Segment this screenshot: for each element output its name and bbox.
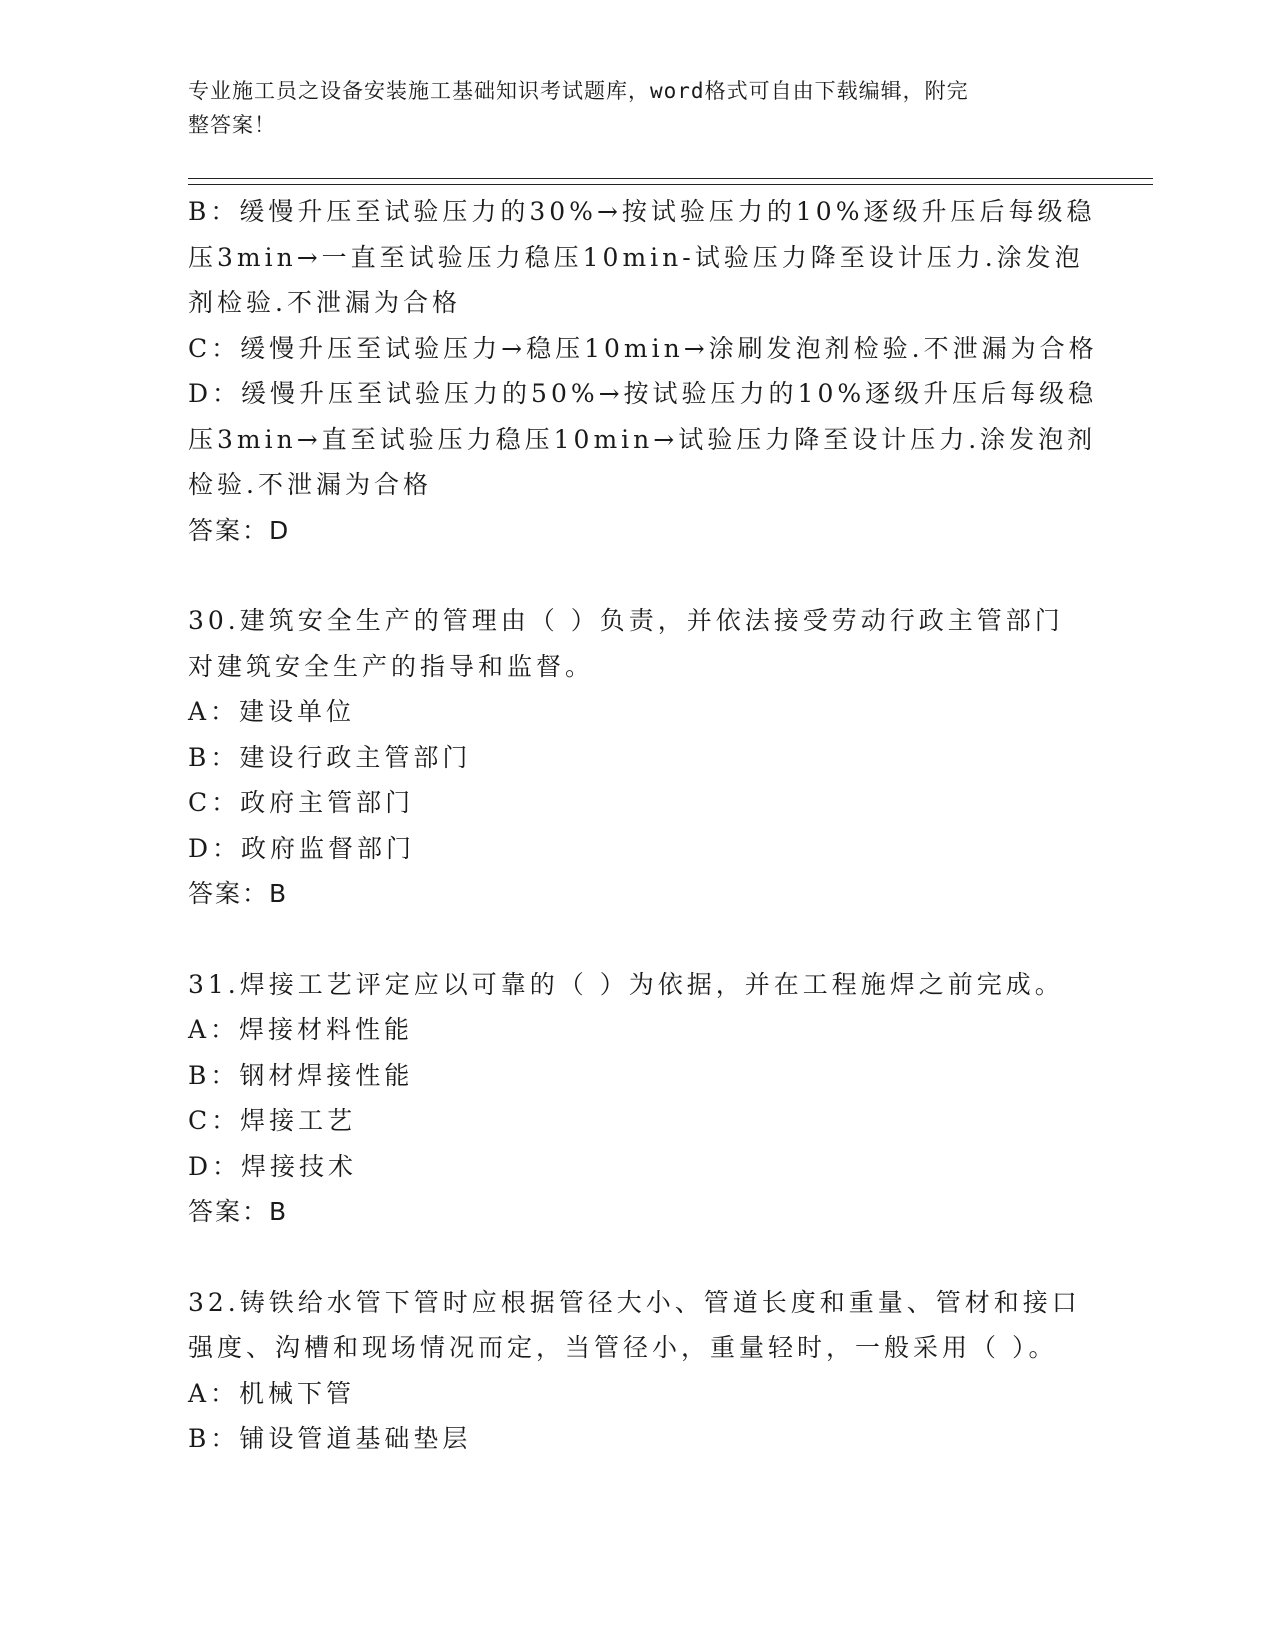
- option-b: B：钢材焊接性能: [188, 1060, 414, 1090]
- question-stem-line: 强度、沟槽和现场情况而定，当管径小，重量轻时，一般采用（ ）。: [188, 1333, 1058, 1362]
- option-d: D：焊接技术: [188, 1151, 358, 1181]
- option-b-line: 压3min→一直至试验压力稳压10min-试验压力降至设计压力.涂发泡: [188, 242, 1084, 272]
- option-c: C：政府主管部门: [188, 788, 415, 817]
- answer-line: 答案：D: [188, 515, 291, 545]
- question-stem-line: 31.焊接工艺评定应以可靠的（ ）为依据，并在工程施焊之前完成。: [188, 969, 1064, 999]
- option-b-line: B：缓慢升压至试验压力的30%→按试验压力的10%逐级升压后每级稳: [188, 197, 1096, 226]
- answer-line: 答案：B: [188, 879, 289, 908]
- option-d-line: 压3min→直至试验压力稳压10min→试验压力降至设计压力.涂发泡剂: [188, 424, 1097, 454]
- option-b: B：建设行政主管部门: [188, 742, 472, 772]
- header-line-1: 专业施工员之设备安装施工基础知识考试题库，word格式可自由下载编辑，附完: [188, 79, 969, 103]
- question-31: [188, 962, 1088, 1235]
- option-a: A：焊接材料性能: [188, 1015, 414, 1044]
- option-b-line: 剂检验.不泄漏为合格: [188, 288, 461, 317]
- option-b: B：铺设管道基础垫层: [188, 1424, 472, 1453]
- question-32: [188, 1280, 1088, 1462]
- option-a: A：机械下管: [188, 1378, 356, 1408]
- option-c-line: C：缓慢升压至试验压力→稳压10min→涂刷发泡剂检验.不泄漏为合格: [188, 333, 1098, 363]
- option-d: D：政府监督部门: [188, 833, 416, 863]
- option-a: A：建设单位: [188, 697, 356, 726]
- document-body: [188, 189, 1098, 1462]
- option-c: C：焊接工艺: [188, 1106, 357, 1135]
- answer-line: 答案：B: [188, 1197, 289, 1226]
- document-header: [188, 74, 1068, 142]
- header-line-2: 整答案！: [188, 113, 276, 137]
- question-stem-line: 对建筑安全生产的指导和监督。: [188, 651, 595, 681]
- option-d-line: D：缓慢升压至试验压力的50%→按试验压力的10%逐级升压后每级稳: [188, 379, 1098, 408]
- header-divider: [188, 178, 1153, 185]
- question-stem-line: 30.建筑安全生产的管理由（ ）负责，并依法接受劳动行政主管部门: [188, 606, 1064, 635]
- question-stem-line: 32.铸铁给水管下管时应根据管径大小、管道长度和重量、管材和接口: [188, 1287, 1081, 1317]
- prev-question-options: [188, 189, 1098, 553]
- option-d-line: 检验.不泄漏为合格: [188, 470, 432, 499]
- question-30: [188, 598, 1088, 917]
